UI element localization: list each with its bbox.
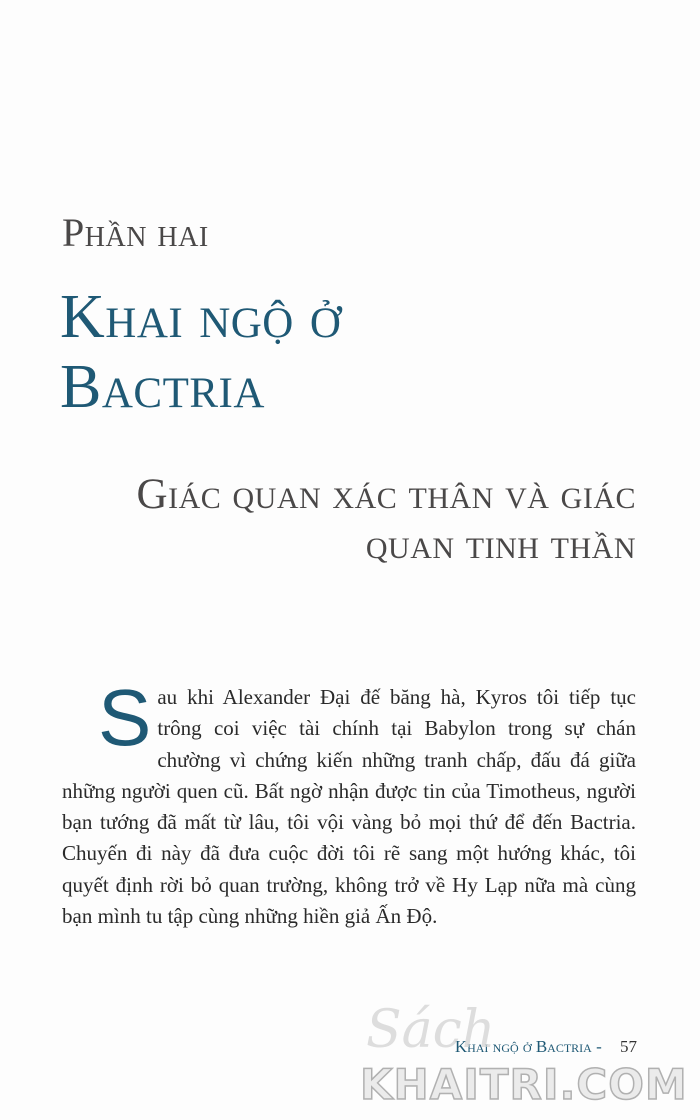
page-number: 57 <box>620 1037 637 1056</box>
body-text: au khi Alexander Đại đế băng hà, Kyros tôi tiếp tục trông coi việc tài chính tại Babylon trong sự chán chường vì chứng kiến những tranh chấp, đấu đá giữa những người quen cũ. Bất ngờ nhận được tin của Timotheus, người bạn tướng đã mất từ lâu, tôi vội vàng bỏ mọi thứ để đến Bactria. Chuyến đi này đã đưa cuộc đời tôi rẽ sang một hướng khác, tôi quyết định rời bỏ quan trường, không trở về Hy Lạp nữa mà cùng bạn mình tu tập cùng những hiền giả Ấn Độ. <box>62 685 636 929</box>
watermark-main: KHAITRI.COM <box>360 1060 688 1109</box>
page-footer <box>455 1037 637 1057</box>
watermark-script: Sách <box>366 1000 496 1060</box>
chapter-title: Khai ngộ ở Bactria <box>60 283 342 421</box>
watermark-logo <box>360 1000 690 1115</box>
chapter-subtitle: Giác quan xác thân và giác quan tinh thần <box>136 471 636 568</box>
running-title: Khai ngộ ở Bactria - <box>454 1037 602 1056</box>
part-label: Phần hai <box>62 210 209 255</box>
drop-cap: S <box>98 673 152 762</box>
body-paragraph <box>62 673 636 932</box>
